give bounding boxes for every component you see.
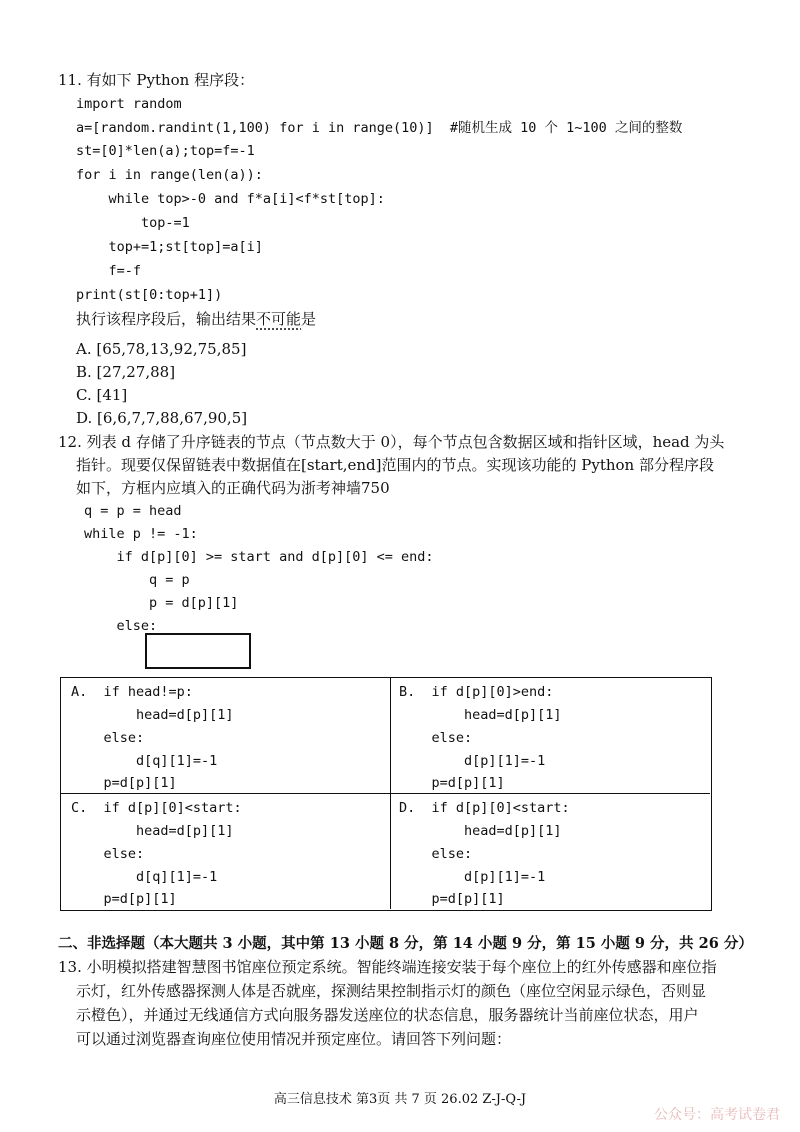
section-2-heading: 二、非选择题（本大题共 3 小题，其中第 13 小题 8 分，第 14 小题 9 分，第 15 小题 9 分，共 26 分）: [58, 935, 753, 952]
q11-option-d: D. [6,6,7,7,88,67,90,5]: [76, 409, 248, 427]
q12-option-d-line-2: head=d[p][1]: [399, 823, 562, 839]
q12-option-b-line-5: p=d[p][1]: [399, 775, 505, 791]
q11-code-line-6: top-=1: [76, 215, 190, 231]
q11-option-a: A. [65,78,13,92,75,85]: [76, 340, 247, 358]
q11-title: 11. 有如下 Python 程序段：: [58, 71, 255, 89]
q12-code-line-1: q = p = head: [84, 503, 182, 519]
q13-text-line-2: 示灯，红外传感器探测人体是否就座，探测结果控制指示灯的颜色（座位空闲显示绿色，否则显: [76, 982, 707, 1000]
q11-prompt-emphasis: 不可能: [256, 310, 302, 328]
q13-text-line-4: 可以通过浏览器查询座位使用情况并预定座位。请回答下列问题：: [76, 1030, 512, 1048]
q13-text-line-3: 示橙色），并通过无线通信方式向服务器发送座位的状态信息，服务器统计当前座位状态，用户: [76, 1006, 699, 1024]
q12-option-a-line-4: d[q][1]=-1: [71, 753, 218, 769]
q12-option-d-cell: [391, 794, 710, 909]
q12-text-line-2: 指针。现要仅保留链表中数据值在[start,end]范围内的节点。实现该功能的 Python 部分程序段: [76, 456, 714, 474]
q12-code-line-6: else:: [84, 618, 158, 634]
q12-option-d-line-5: p=d[p][1]: [399, 891, 505, 907]
q12-code-line-5: p = d[p][1]: [84, 595, 239, 611]
q13-text-line-1: 13. 小明模拟搭建智慧图书馆座位预定系统。智能终端连接安装于每个座位上的红外传感器和座位指: [58, 958, 717, 976]
q12-option-a-line-5: p=d[p][1]: [71, 775, 177, 791]
q11-prompt-suffix: 是: [301, 310, 317, 328]
q12-option-b-line-3: else:: [399, 730, 473, 746]
q11-code-line-3: st=[0]*len(a);top=f=-1: [76, 143, 255, 159]
q12-option-c-line-2: head=d[p][1]: [71, 823, 234, 839]
q11-option-b: B. [27,27,88]: [76, 363, 176, 381]
q11-code-line-9: print(st[0:top+1]): [76, 287, 223, 303]
watermark: 公众号：高考试卷君: [654, 1107, 780, 1123]
q12-code-line-4: q = p: [84, 572, 190, 588]
q12-option-a-line-2: head=d[p][1]: [71, 707, 234, 723]
q12-option-b-cell: [391, 678, 710, 794]
q12-option-c-cell: [61, 794, 391, 909]
answer-blank-box: [145, 633, 251, 669]
q11-prompt-prefix: 执行该程序段后，输出结果: [76, 310, 257, 328]
q11-option-c: C. [41]: [76, 386, 128, 404]
q12-option-c-line-3: else:: [71, 846, 145, 862]
q12-options-table: [60, 677, 712, 911]
q12-text-line-1: 12. 列表 d 存储了升序链表的节点（节点数大于 0），每个节点包含数据区域和指针区域，head 为头: [58, 433, 725, 451]
q11-code-line-1: import random: [76, 96, 182, 112]
q11-prompt: [76, 308, 316, 331]
page-footer: 高三信息技术 第3页 共 7 页 26.02 Z-J-Q-J: [273, 1092, 527, 1107]
q12-text-line-3: 如下，方框内应填入的正确代码为浙考神墙750: [76, 479, 390, 497]
q12-option-a-line-3: else:: [71, 730, 145, 746]
q11-code-line-7: top+=1;st[top]=a[i]: [76, 239, 263, 255]
q12-option-c-line-4: d[q][1]=-1: [71, 869, 218, 885]
q11-code-line-8: f=-f: [76, 263, 142, 279]
q12-option-a-cell: [61, 678, 391, 794]
q12-option-a-line-1: A. if head!=p:: [71, 684, 193, 700]
q11-code-line-4: for i in range(len(a)):: [76, 167, 263, 183]
q12-option-b-line-2: head=d[p][1]: [399, 707, 562, 723]
q12-option-d-line-4: d[p][1]=-1: [399, 869, 546, 885]
q12-code-line-2: while p != -1:: [84, 526, 198, 542]
q12-option-d-line-3: else:: [399, 846, 473, 862]
q12-code-line-3: if d[p][0] >= start and d[p][0] <= end:: [84, 549, 434, 565]
q12-option-b-line-4: d[p][1]=-1: [399, 753, 546, 769]
q12-option-d-line-1: D. if d[p][0]<start:: [399, 800, 570, 816]
q12-option-b-line-1: B. if d[p][0]>end:: [399, 684, 554, 700]
q11-code-line-2: a=[random.randint(1,100) for i in range(10)] #随机生成 10 个 1~100 之间的整数: [76, 120, 683, 136]
q12-option-c-line-5: p=d[p][1]: [71, 891, 177, 907]
q12-option-c-line-1: C. if d[p][0]<start:: [71, 800, 242, 816]
q11-code-line-5: while top>-0 and f*a[i]<f*st[top]:: [76, 191, 385, 207]
